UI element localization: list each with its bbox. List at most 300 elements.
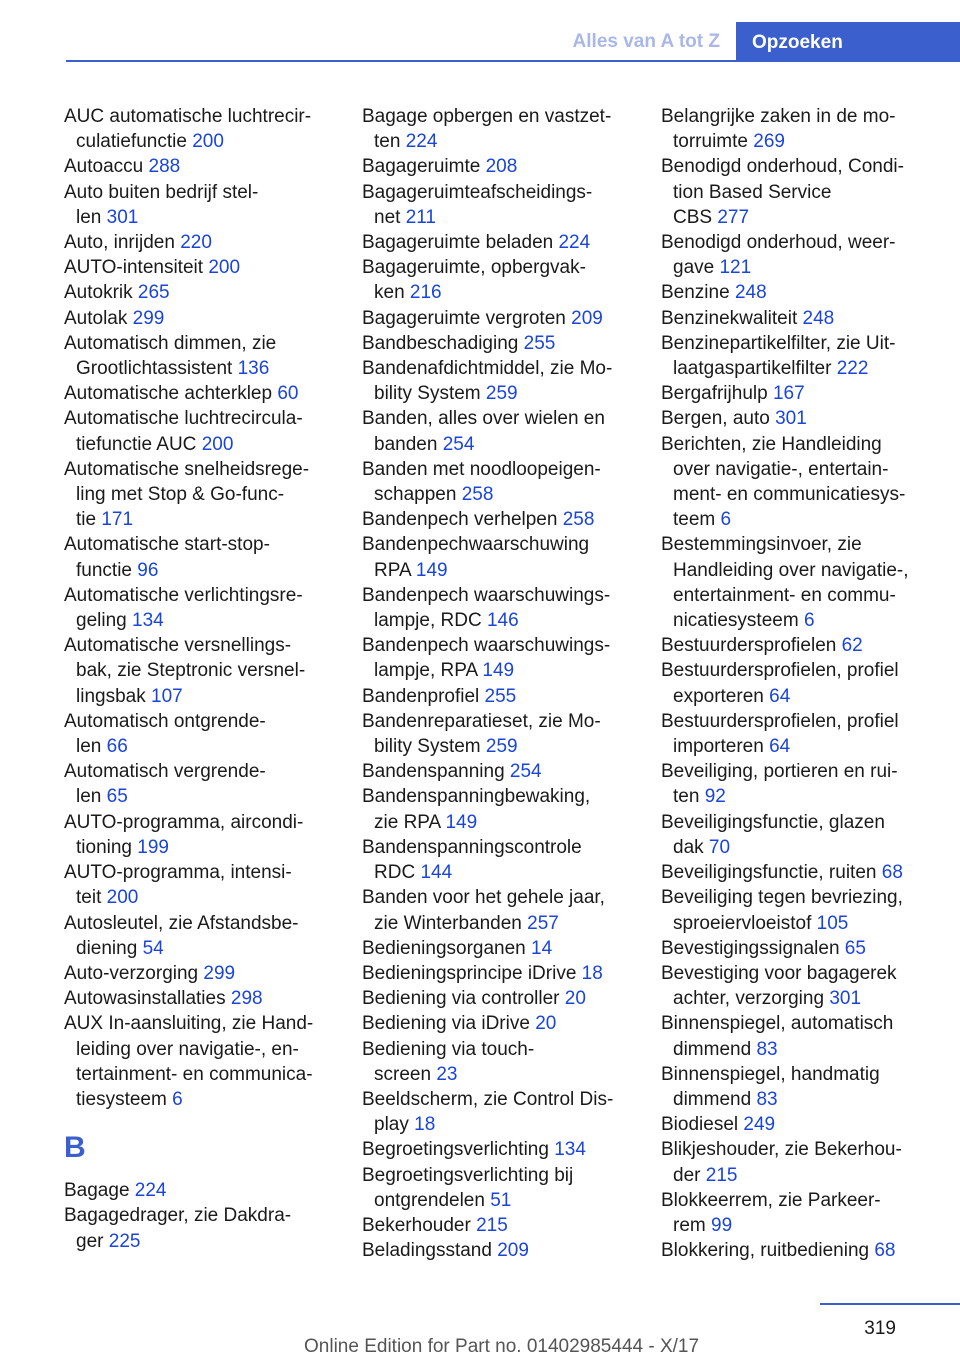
page-reference-link[interactable]: 259 [485,736,518,758]
index-entry-text: Grootlichtassistent [76,358,233,380]
index-entry-text: Bedieningsorganen [362,937,526,959]
index-entry [362,784,634,834]
page-reference-link[interactable]: 107 [151,685,183,707]
index-entry-text: Benodigd onderhoud, weer- [661,232,896,254]
index-entry-text: Autoaccu [64,156,144,178]
index-column-3 [661,104,933,1263]
index-entry-text: ling met Stop & Go-func- [76,484,285,506]
index-entry-text: Berichten, zie Handleiding [661,433,882,455]
index-entry-text: screen [374,1063,432,1085]
index-entry [362,936,634,961]
page-reference-link[interactable]: 65 [106,786,128,808]
index-entry-text: Beveiligingsfunctie, glazen [661,811,885,833]
index-entry-text: ken [374,282,405,304]
index-entry [661,104,933,154]
index-entry-text: Bevestiging voor bagagerek [661,962,897,984]
index-entry-text: Bevestigingssignalen [661,937,840,959]
index-entry-text: Beveiligingsfunctie, ruiten [661,862,877,884]
index-entry [64,1203,336,1253]
index-entry [362,709,634,759]
page-reference-link[interactable]: 23 [436,1063,458,1085]
page-reference-link[interactable]: 6 [172,1088,183,1110]
index-entry-text: Bandenspanningbewaking, [362,786,591,808]
index-entry-text: tioning [76,836,132,858]
page-reference-link[interactable]: 224 [558,232,591,254]
page-reference-link[interactable]: 257 [527,912,559,934]
page-reference-link[interactable]: 215 [705,1164,738,1186]
index-entry [64,154,336,179]
index-entry-text: Beveiliging, portieren en rui- [661,761,898,783]
index-entry-text: entertainment- en commu- [673,584,896,606]
index-entry-text: Beveiliging tegen bevriezing, [661,887,903,909]
index-entry-text: gave [673,257,715,279]
page-reference-link[interactable]: 99 [711,1214,733,1236]
page-reference-link[interactable]: 258 [562,509,595,531]
page-reference-link[interactable]: 258 [461,484,494,506]
page-reference-link[interactable]: 68 [881,862,903,884]
index-entry-text: Bandenpech verhelpen [362,509,558,531]
page-reference-link[interactable]: 6 [720,509,732,531]
index-entry [661,306,933,331]
index-entry [362,961,634,986]
page-reference-link[interactable]: 64 [769,736,791,758]
index-entry [661,633,933,658]
index-entry-text: Bandenspanning [362,761,505,783]
index-entry [661,1112,933,1137]
index-entry-text: Benzine [661,282,730,304]
index-entry [64,306,336,331]
index-entry [362,331,634,356]
index-entry [64,230,336,255]
index-entry [362,104,634,154]
index-entry-text: Auto buiten bedrijf stel- [64,181,259,203]
index-entry-text: Bagage opbergen en vastzet- [362,106,612,127]
index-entry-text: Auto-verzorging [64,962,199,984]
page-reference-link[interactable]: 254 [442,433,475,455]
page-reference-link[interactable]: 51 [490,1189,512,1211]
page-reference-link[interactable]: 167 [772,383,805,405]
index-entry-text: Binnenspiegel, handmatig [661,1063,880,1085]
index-entry [362,1011,634,1036]
index-entry-text: der [673,1164,701,1186]
page-reference-link[interactable]: 288 [148,156,181,178]
page-reference-link[interactable]: 136 [237,358,270,380]
page-reference-link[interactable]: 248 [734,282,767,304]
index-entry-text: achter, verzorging [673,988,825,1010]
page-reference-link[interactable]: 6 [803,610,815,632]
index-entry [661,1238,933,1263]
index-entry-text: AUTO-programma, intensi- [64,862,292,884]
page-reference-link[interactable]: 149 [482,660,515,682]
page-reference-link[interactable]: 96 [137,559,159,581]
index-entry [362,532,634,582]
index-entry [64,810,336,860]
index-entry [362,306,634,331]
index-entry-text: lampje, RDC [374,610,482,632]
page-reference-link[interactable]: 20 [564,988,586,1010]
index-entry [64,255,336,280]
index-entry [362,230,634,255]
page-reference-link[interactable]: 224 [134,1180,167,1202]
index-entry-text: Bagagedrager, zie Dakdra- [64,1205,292,1227]
page-reference-link[interactable]: 64 [769,685,791,707]
index-column-1 [64,104,336,1254]
index-entry [362,154,634,179]
index-entry-text: leiding over navigatie-, en- [76,1038,299,1060]
page-reference-link[interactable]: 20 [535,1013,557,1035]
page-reference-link[interactable]: 62 [841,635,863,657]
index-entry [661,1062,933,1112]
index-entry-text: laatgaspartikelfilter [673,358,832,380]
index-entry-text: AUX In-aansluiting, zie Hand- [64,1013,314,1035]
index-entry-text: AUC automatische luchtrecir- [64,106,312,127]
index-entry-text: tie [76,509,97,531]
index-entry [661,936,933,961]
index-entry [362,835,634,885]
page-reference-link[interactable]: 269 [753,131,785,153]
page-reference-link[interactable]: 301 [829,988,862,1010]
index-entry [362,180,634,230]
index-entry-text: Autokrik [64,282,133,304]
index-entry-text: dimmend [673,1038,752,1060]
index-entry-text: bak, zie Steptronic versnel- [76,660,306,682]
index-entry [362,583,634,633]
index-entry [64,911,336,961]
index-entry-text: Beeldscherm, zie Control Dis- [362,1088,614,1110]
index-entry [64,583,336,633]
index-entry-text: diening [76,937,138,959]
index-entry-text: Binnenspiegel, automatisch [661,1013,894,1035]
index-entry-text: Bergen, auto [661,408,770,430]
index-entry [64,633,336,709]
index-entry-text: Bestuurdersprofielen, profiel [661,710,899,732]
index-entry-text: Autowasinstallaties [64,988,226,1010]
page-reference-link[interactable]: 70 [708,836,731,858]
index-entry-text: Automatische luchtrecircula- [64,408,303,430]
header-tab-opzoeken[interactable]: Opzoeken [736,22,960,62]
page-reference-link[interactable]: 83 [756,1088,778,1110]
index-entry-text: Automatisch vergrende- [64,761,266,783]
index-entry-text: rem [673,1214,706,1236]
index-entry-text: Automatische snelheidsrege- [64,458,310,480]
index-entry-text: Bestuurdersprofielen, profiel [661,660,899,682]
index-entry-text: Begroetingsverlichting [362,1139,549,1161]
index-entry-text: play [374,1114,409,1136]
index-entry [362,1238,634,1263]
index-entry-text: lampje, RPA [374,660,478,682]
page-number: 319 [864,1318,896,1339]
index-entry [362,1037,634,1087]
index-entry [661,1188,933,1238]
index-entry [362,406,634,456]
edition-footer: Online Edition for Part no. 01402985444 - X/17 [304,1336,700,1357]
page-reference-link[interactable]: 121 [719,257,752,279]
index-entry-text: Bediening via controller [362,988,560,1010]
index-entry-text: Banden met noodloopeigen- [362,458,601,480]
page-reference-link[interactable]: 144 [420,862,453,884]
index-entry [362,1087,634,1137]
index-entry [362,1163,634,1213]
index-entry-text: Autosleutel, zie Afstandsbe- [64,912,299,934]
index-entry-text: Beladingsstand [362,1240,492,1262]
index-entry-text: ontgrendelen [374,1189,485,1211]
index-entry-text: AUTO-programma, aircondi- [64,811,304,833]
index-entry [64,457,336,533]
page-reference-link[interactable]: 68 [874,1240,896,1262]
index-entry-text: tiesysteem [76,1088,167,1110]
page-reference-link[interactable]: 301 [775,408,807,430]
index-entry-text: Bandenpech waarschuwings- [362,584,611,606]
index-letter-heading: B [64,1131,86,1165]
page-reference-link[interactable]: 208 [485,156,518,178]
page-reference-link[interactable]: 299 [203,962,236,984]
footer-rule [820,1303,960,1305]
page-reference-link[interactable]: 224 [405,131,438,153]
index-entry-text: Benodigd onderhoud, Condi- [661,156,904,178]
index-entry [362,1213,634,1238]
index-entry [64,986,336,1011]
index-entry [64,381,336,406]
page-reference-link[interactable]: 225 [108,1230,141,1252]
page-reference-link[interactable]: 18 [414,1114,436,1136]
index-entry [661,280,933,305]
index-entry-text: Bandenreparatieset, zie Mo- [362,710,601,732]
index-entry-text: Bagageruimte vergroten [362,307,566,329]
index-entry-text: AUTO-intensiteit [64,257,204,279]
index-entry-text: len [76,736,102,758]
index-entry-text: Benzinekwaliteit [661,307,798,329]
index-entry-text: Bedieningsprincipe iDrive [362,962,577,984]
page-reference-link[interactable]: 54 [142,937,164,959]
page-reference-link[interactable]: 134 [132,610,164,632]
page-reference-link[interactable]: 299 [132,307,165,329]
page-reference-link[interactable]: 249 [743,1114,776,1136]
index-entry [661,532,933,633]
index-entry [661,658,933,708]
index-entry-text: Bekerhouder [362,1214,471,1236]
index-entry-text: Handleiding over navigatie-, [673,559,909,581]
index-entry [362,255,634,305]
index-entry-text: RDC [374,862,416,884]
page-reference-link[interactable]: 200 [208,257,241,279]
index-entry-text: nicatiesysteem [673,610,799,632]
index-entry-text: zie RPA [374,811,441,833]
index-entry-text: Bagageruimte [362,156,481,178]
index-entry-text: Bagageruimteafscheidings- [362,181,593,203]
page-reference-link[interactable]: 265 [137,282,170,304]
page-reference-link[interactable]: 211 [405,206,436,228]
index-entry-text: bility System [374,383,481,405]
index-entry-text: Automatisch ontgrende- [64,710,266,732]
index-entry [64,961,336,986]
index-entry-text: Bandbeschadiging [362,332,519,354]
index-entry-text: importeren [673,736,764,758]
page-reference-link[interactable]: 171 [101,509,134,531]
index-entry-text: Banden voor het gehele jaar, [362,887,605,909]
index-entry-text: tion Based Service [673,181,832,203]
page-reference-link[interactable]: 259 [485,383,518,405]
index-entry [362,759,634,784]
page-reference-link[interactable]: 134 [554,1139,586,1161]
index-entry-text: Automatische achterklep [64,383,273,405]
index-entry-text: schappen [374,484,457,506]
page-reference-link[interactable]: 149 [415,559,448,581]
index-entry [64,532,336,582]
index-entry-text: Bestuurdersprofielen [661,635,837,657]
index-column-2 [362,104,634,1263]
index-entry [661,432,933,533]
index-entry-text: Biodiesel [661,1114,739,1136]
index-entry-text: Bergafrijhulp [661,383,768,405]
index-entry-text: Bagageruimte, opbergvak- [362,257,586,279]
index-entry-text: Bandenpech waarschuwings- [362,635,611,657]
index-entry [661,154,933,230]
page-reference-link[interactable]: 200 [106,887,139,909]
index-entry [661,1137,933,1187]
page-reference-link[interactable]: 18 [581,962,603,984]
index-entry [64,1178,336,1203]
index-entry-text: Automatische start-stop- [64,534,270,556]
page-reference-link[interactable]: 60 [277,383,299,405]
index-entry-text: ten [374,131,401,153]
index-entry-text: bility System [374,736,481,758]
index-entry [362,986,634,1011]
page-reference-link[interactable]: 14 [531,937,553,959]
index-entry [64,280,336,305]
index-entry-text: Blokkeerrem, zie Parkeer- [661,1189,881,1211]
index-entry-text: ten [673,786,700,808]
page-reference-link[interactable]: 255 [523,332,556,354]
index-entry-text: ment- en communicatiesys- [673,484,906,506]
index-entry [661,381,933,406]
index-entry-text: Benzinepartikelfilter, zie Uit- [661,332,896,354]
index-entry-text: Autolak [64,307,128,329]
index-entry-text: tiefunctie AUC [76,433,197,455]
index-entry-text: Bandenafdichtmiddel, zie Mo- [362,358,613,380]
index-entry-text: Blokkering, ruitbediening [661,1240,870,1262]
index-entry [64,759,336,809]
index-entry [362,1137,634,1162]
index-entry-text: Bestemmingsinvoer, zie [661,534,862,556]
index-entry-text: exporteren [673,685,764,707]
index-entry-text: sproeiervloeistof [673,912,812,934]
page-reference-link[interactable]: 66 [106,736,128,758]
index-entry-text: tertainment- en communica- [76,1063,313,1085]
index-entry [362,633,634,683]
index-entry [661,406,933,431]
index-entry-text: Automatische verlichtingsre- [64,584,303,606]
index-entry [661,230,933,280]
index-entry-text: geling [76,610,127,632]
index-entry [362,507,634,532]
index-entry [661,860,933,885]
index-entry-text: Blikjeshouder, zie Bekerhou- [661,1139,902,1161]
index-entry [661,759,933,809]
index-entry-text: Bediening via iDrive [362,1013,530,1035]
page-reference-link[interactable]: 65 [844,937,866,959]
index-entry-text: len [76,786,102,808]
page-reference-link[interactable]: 92 [704,786,726,808]
page-reference-link[interactable]: 199 [137,836,169,858]
index-entry [64,104,336,154]
page-reference-link[interactable]: 248 [802,307,835,329]
index-entry [362,457,634,507]
page-reference-link[interactable]: 254 [509,761,542,783]
index-entry [64,331,336,381]
page-reference-link[interactable]: 209 [571,307,603,329]
index-entry-text: Banden, alles over wielen en [362,408,605,430]
index-entry-text: Bandenpechwaarschuwing [362,534,590,556]
page-reference-link[interactable]: 149 [445,811,478,833]
page-reference-link[interactable]: 222 [836,358,869,380]
index-entry-text: Bandenspanningscontrole [362,836,582,858]
index-entry [661,1011,933,1061]
page-reference-link[interactable]: 209 [497,1240,529,1262]
index-entry-text: dimmend [673,1088,752,1110]
page-reference-link[interactable]: 216 [409,282,442,304]
index-entry-text: culatiefunctie [76,131,187,153]
index-entry [362,684,634,709]
page-reference-link[interactable]: 200 [201,433,234,455]
index-entry-text: ger [76,1230,104,1252]
page-reference-link[interactable]: 215 [476,1214,508,1236]
index-entry [64,860,336,910]
index-entry-text: Begroetingsverlichting bij [362,1164,574,1186]
page-reference-link[interactable]: 301 [106,206,139,228]
index-entry-text: Automatisch dimmen, zie [64,332,277,354]
page-reference-link[interactable]: 146 [486,610,519,632]
index-entry-text: Bagageruimte beladen [362,232,554,254]
header-section-title[interactable]: Alles van A tot Z [572,31,720,52]
index-entry-text: Automatische versnellings- [64,635,292,657]
index-entry-text: zie Winterbanden [374,912,522,934]
index-entry-text: Auto, inrijden [64,232,175,254]
index-entry-text: Belangrijke zaken in de mo- [661,106,896,127]
page-reference-link[interactable]: 105 [816,912,849,934]
index-entry [362,356,634,406]
index-entry-text: Bandenprofiel [362,685,480,707]
page-reference-link[interactable]: 277 [717,206,750,228]
index-entry [661,709,933,759]
index-entry-text: RPA [374,559,411,581]
index-entry [661,961,933,1011]
index-entry [64,1011,336,1112]
index-entry-text: teem [673,509,716,531]
index-entry-text: len [76,206,102,228]
index-entry-text: CBS [673,206,713,228]
index-entry [362,885,634,935]
page-reference-link[interactable]: 255 [484,685,517,707]
page-reference-link[interactable]: 83 [756,1038,778,1060]
index-entry [661,885,933,935]
index-entry-text: banden [374,433,438,455]
index-entry [661,810,933,860]
index-entry-text: dak [673,836,704,858]
page-reference-link[interactable]: 200 [192,131,224,153]
page-reference-link[interactable]: 220 [180,232,212,254]
index-entry [64,406,336,456]
index-entry-text: torruimte [673,131,748,153]
index-entry-text: Bediening via touch- [362,1038,535,1060]
index-entry-text: Bagage [64,1180,130,1202]
index-entry-text: over navigatie-, entertain- [673,458,889,480]
index-entry-text: net [374,206,401,228]
index-entry-text: functie [76,559,132,581]
page-reference-link[interactable]: 298 [230,988,263,1010]
index-entry [64,709,336,759]
index-entry-text: lingsbak [76,685,146,707]
index-entry [64,180,336,230]
